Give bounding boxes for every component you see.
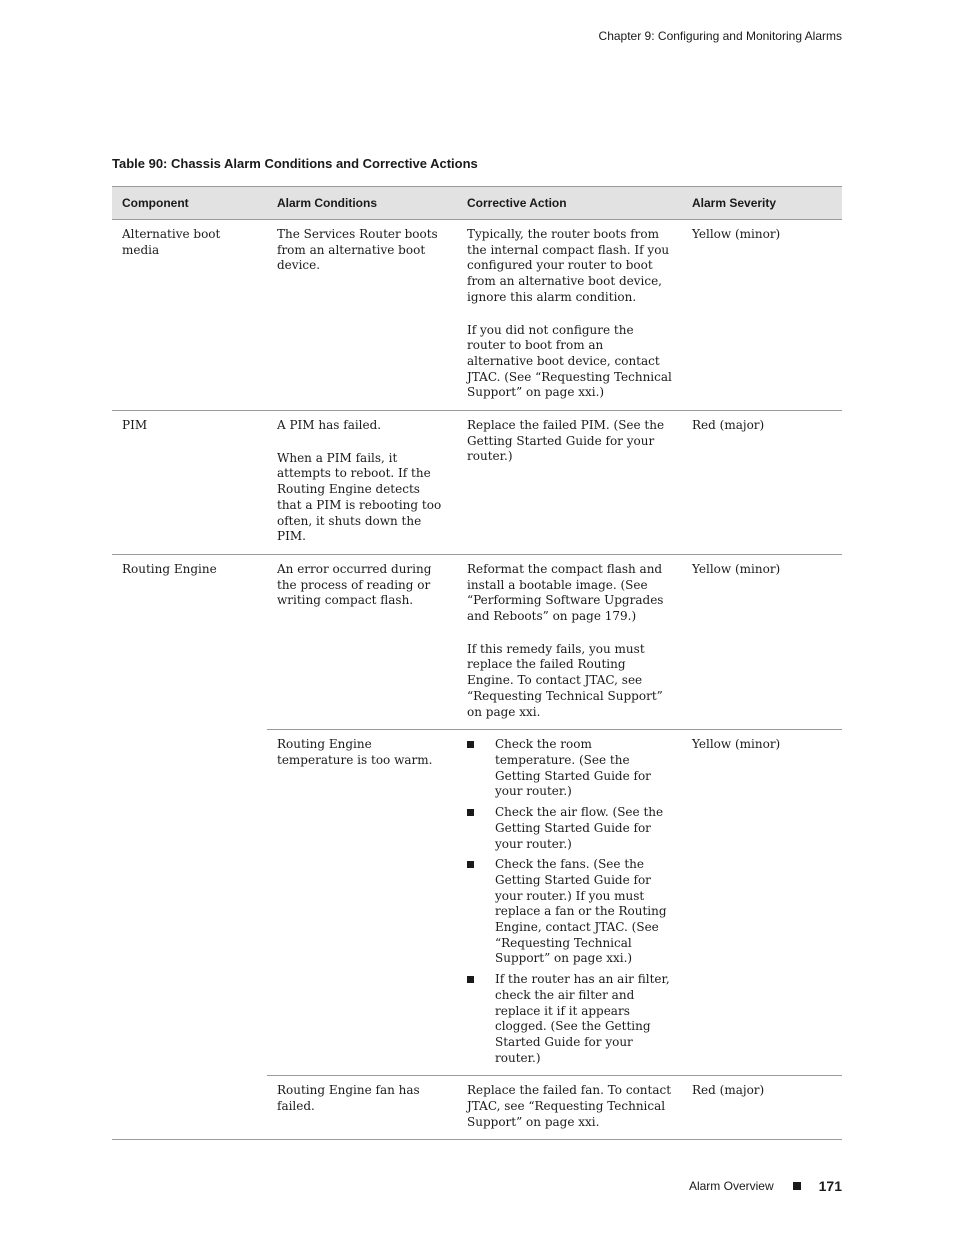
list-item-text: Check the air flow. (See the Getting Started Guide for your router.) bbox=[495, 805, 664, 851]
component-cell bbox=[112, 730, 267, 1076]
action-text: Typically, the router boots from the internal compact flash. If you configured your router to boot from an alternative boot device, ignore this alarm condition. bbox=[467, 227, 670, 304]
list-item-text: Check the fans. (See the Getting Started Guide for your router.) If you must replace a fan or the Routing Engine, contact JTAC. (See “Requesting Technical Support” on page xxi.) bbox=[495, 857, 667, 966]
severity-cell: Yellow (minor) bbox=[682, 220, 842, 411]
page-number: 171 bbox=[818, 1178, 842, 1194]
action-cell bbox=[457, 220, 682, 411]
condition-text: The Services Router boots from an alternative boot device. bbox=[277, 227, 438, 273]
severity-cell: Yellow (minor) bbox=[682, 730, 842, 1076]
conditions-cell bbox=[267, 1076, 457, 1140]
table-row bbox=[112, 1076, 842, 1140]
column-header-corrective-action: Corrective Action bbox=[457, 187, 682, 220]
footer-section-title: Alarm Overview bbox=[688, 1179, 774, 1193]
severity-cell: Yellow (minor) bbox=[682, 554, 842, 729]
list-item bbox=[467, 737, 672, 800]
condition-text: Routing Engine fan has failed. bbox=[277, 1083, 420, 1114]
square-bullet-icon bbox=[467, 741, 474, 748]
component-cell bbox=[112, 1076, 267, 1140]
component-cell: Alternative boot media bbox=[112, 220, 267, 411]
action-text: Replace the failed fan. To contact JTAC, see “Requesting Technical Support” on page xxi. bbox=[467, 1083, 672, 1129]
conditions-cell bbox=[267, 220, 457, 411]
conditions-cell bbox=[267, 730, 457, 1076]
square-bullet-icon bbox=[467, 809, 474, 816]
action-cell bbox=[457, 554, 682, 729]
table-row bbox=[112, 220, 842, 411]
action-cell bbox=[457, 1076, 682, 1140]
alarm-table bbox=[112, 186, 842, 1140]
condition-text: Routing Engine temperature is too warm. bbox=[277, 737, 433, 767]
condition-text: A PIM has failed. bbox=[277, 418, 382, 433]
action-text: Replace the failed PIM. (See the Getting Started Guide for your router.) bbox=[467, 418, 665, 464]
page-footer bbox=[689, 1178, 842, 1194]
square-bullet-icon bbox=[467, 976, 474, 983]
table-row bbox=[112, 554, 842, 729]
action-text: If you did not configure the router to boot from an alternative boot device, contact JTAC. (See “Requesting Technical Support” on page xxi.) bbox=[467, 322, 672, 400]
action-cell bbox=[457, 730, 682, 1076]
list-item-text: If the router has an air filter, check the air filter and replace it if it appears clogged. (See the Getting Started Guide for your router.) bbox=[495, 972, 670, 1065]
component-cell: PIM bbox=[112, 411, 267, 555]
action-cell bbox=[457, 411, 682, 555]
condition-text: When a PIM fails, it attempts to reboot. If the Routing Engine detects that a PIM is rebooting too often, it shuts down the PIM. bbox=[277, 450, 442, 544]
square-bullet-icon bbox=[467, 861, 474, 868]
severity-cell: Red (major) bbox=[682, 1076, 842, 1140]
table-header-row bbox=[112, 187, 842, 220]
list-item-text: Check the room temperature. (See the Getting Started Guide for your router.) bbox=[495, 737, 651, 799]
column-header-alarm-severity: Alarm Severity bbox=[682, 187, 842, 220]
list-item bbox=[467, 805, 672, 852]
list-item bbox=[467, 857, 672, 967]
action-bullet-list bbox=[467, 737, 672, 1066]
condition-text: An error occurred during the process of reading or writing compact flash. bbox=[277, 561, 432, 608]
severity-cell: Red (major) bbox=[682, 411, 842, 555]
table-row bbox=[112, 730, 842, 1076]
running-head: Chapter 9: Configuring and Monitoring Alarms bbox=[598, 29, 842, 43]
component-cell: Routing Engine bbox=[122, 561, 217, 576]
action-text: Reformat the compact flash and install a bootable image. (See “Performing Software Upgrades and Reboots” on page 179.) bbox=[467, 561, 664, 624]
footer-square-icon bbox=[793, 1182, 801, 1190]
conditions-cell bbox=[267, 411, 457, 555]
list-item bbox=[467, 972, 672, 1066]
column-header-component: Component bbox=[112, 187, 267, 220]
action-text: If this remedy fails, you must replace the failed Routing Engine. To contact JTAC, see “Requesting Technical Support” on page xxi. bbox=[467, 641, 663, 719]
table-row bbox=[112, 411, 842, 555]
conditions-cell bbox=[267, 554, 457, 729]
table-caption: Table 90: Chassis Alarm Conditions and Corrective Actions bbox=[112, 156, 478, 171]
column-header-alarm-conditions: Alarm Conditions bbox=[267, 187, 457, 220]
